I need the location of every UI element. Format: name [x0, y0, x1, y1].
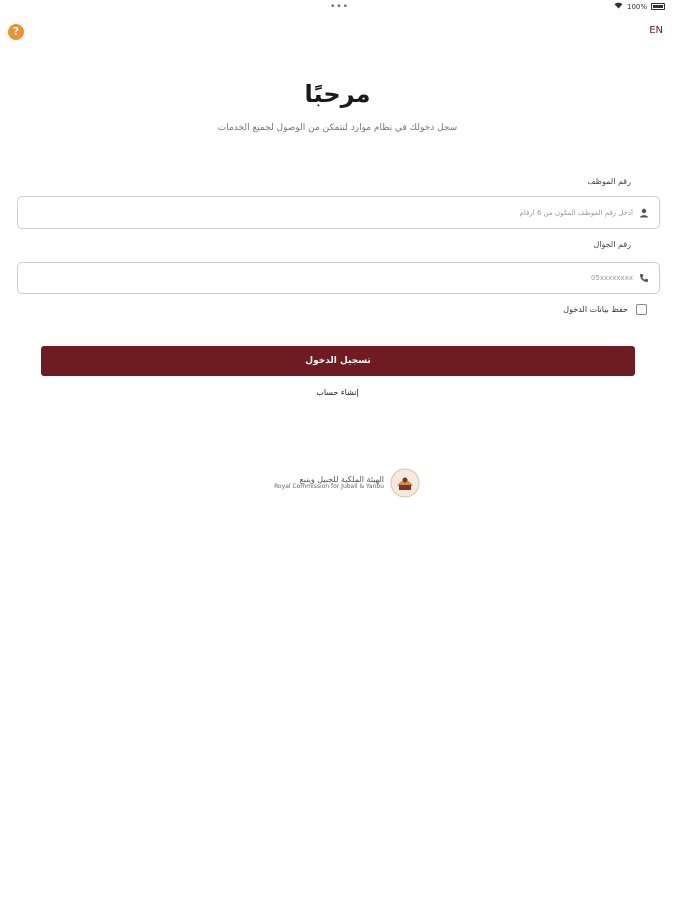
phone-icon	[638, 272, 650, 284]
mobile-label: رقم الجوال	[593, 240, 631, 249]
person-icon	[638, 207, 650, 219]
mobile-field[interactable]	[17, 262, 660, 294]
wifi-icon	[614, 2, 623, 11]
logo-text	[274, 475, 384, 491]
multitasking-dots: •••	[330, 2, 349, 12]
page-title: مرحبًا	[304, 80, 371, 108]
logo-arabic-name: الهيئة الملكية للجبيل وينبع	[299, 474, 384, 484]
employee-id-field[interactable]	[17, 196, 660, 229]
battery-percentage: 100%	[626, 2, 647, 11]
battery-icon	[651, 3, 665, 10]
remember-me-row[interactable]	[563, 304, 647, 315]
employee-id-label: رقم الموظف	[587, 177, 631, 186]
help-button[interactable]: ?	[8, 24, 24, 40]
mobile-input[interactable]	[28, 263, 633, 293]
status-bar	[0, 0, 675, 14]
create-account-link[interactable]: إنشاء حساب	[316, 388, 359, 397]
login-button[interactable]: تسجيل الدخول	[41, 346, 635, 376]
logo-english-name: Royal Commission for Jubail & Yanbu	[274, 483, 384, 491]
employee-id-input[interactable]	[28, 197, 633, 228]
remember-me-checkbox[interactable]	[636, 304, 647, 315]
logo-emblem-icon	[390, 468, 420, 498]
remember-me-label: حفظ بيانات الدخول	[563, 305, 628, 314]
page-subtitle: سجل دخولك في نظام موارد لتتمكن من الوصول لجميع الخدمات	[217, 123, 458, 133]
language-toggle-button[interactable]: EN	[649, 25, 663, 36]
status-indicators	[614, 2, 665, 11]
royal-commission-logo	[256, 466, 420, 500]
